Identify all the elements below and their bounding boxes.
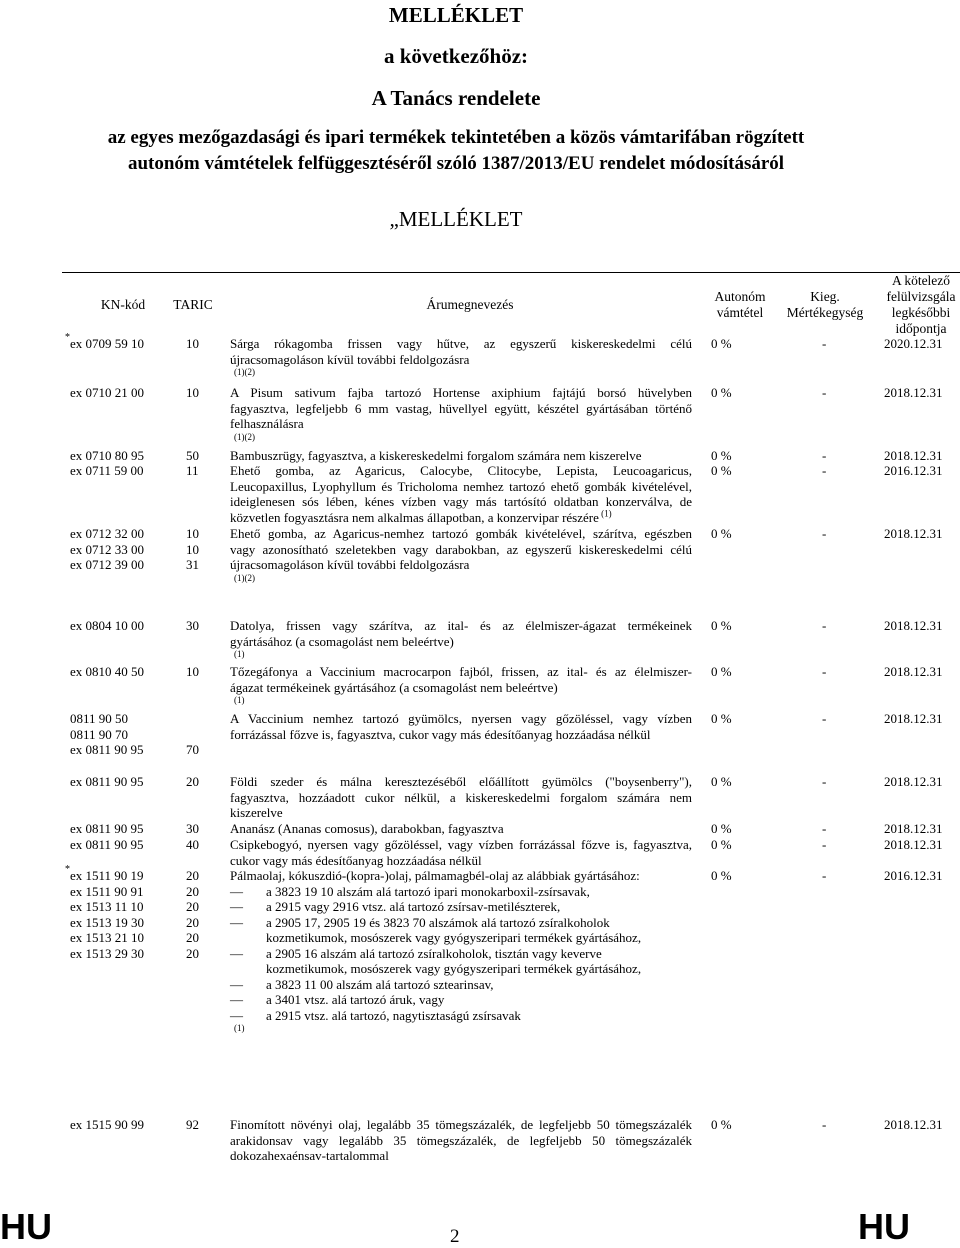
- description-cell: [230, 868, 692, 1033]
- taric-code: 20: [186, 930, 199, 945]
- document-subtitle: a következőhöz:: [383, 44, 529, 68]
- dash-item-text: a 2915 vtsz. alá tartozó, nagytisztaságú zsírsavak: [266, 1007, 521, 1023]
- dash-marker: —: [230, 945, 243, 961]
- regulation-subject-line-2: autonóm vámtételek felfüggesztéséről szóló 1387/2013/EU rendelet módosításáról: [127, 153, 785, 174]
- taric-code: 20: [186, 883, 199, 899]
- supplementary-unit: -: [822, 463, 827, 478]
- duty-rate: 0 %: [711, 821, 732, 836]
- footer-language-left: HU: [0, 1206, 52, 1247]
- col-header-date-line-3: legkésőbbi: [891, 305, 951, 320]
- dash-item-text: a 2915 vagy 2916 vtsz. alá tartozó zsírsav-metilészterek,: [266, 899, 561, 914]
- taric-code: 10: [186, 336, 199, 351]
- description-cell: [230, 774, 692, 821]
- supplementary-unit: -: [822, 618, 827, 633]
- description-line: Datolya, frissen vagy szárítva, az ital- és az élelmiszer-ágazat termékeinek: [230, 618, 692, 633]
- kn-code-cell: [70, 821, 144, 837]
- dash-list-item: [230, 915, 692, 931]
- asterisk-marker: *: [65, 332, 70, 343]
- description-line: Ananász (Ananas comosus), darabokban, fagyasztva: [230, 821, 504, 836]
- kn-code-cell: [70, 526, 144, 573]
- duty-rate: 0 %: [711, 868, 732, 883]
- taric-cell: [186, 837, 199, 853]
- col-header-rate-line-2: vámtétel: [716, 305, 764, 320]
- description-line: újracsomagoláson kívül további feldolgozásra: [230, 351, 470, 367]
- taric-cell: [186, 336, 199, 352]
- taric-code: 10: [186, 526, 199, 541]
- description-line: közvetlen fogyasztásra nem alkalmas állapotban, a konzervipar részére $^{(1)}$: [230, 508, 612, 525]
- description-cell: [230, 526, 692, 583]
- supplementary-unit: -: [822, 664, 827, 679]
- dash-marker: —: [230, 992, 243, 1007]
- supplementary-unit: -: [822, 526, 827, 541]
- col-header-rate-line-1: Autonóm: [714, 289, 766, 304]
- kn-code: ex 1513 29 30: [70, 945, 145, 961]
- review-date: 2018.12.31: [884, 837, 943, 852]
- kn-code-cell: [70, 336, 144, 352]
- taric-cell: [186, 618, 199, 634]
- kn-code-cell: [70, 448, 144, 464]
- kn-code: ex 1511 90 19: [70, 868, 144, 883]
- duty-rate: 0 %: [711, 526, 732, 541]
- taric-cell: [186, 774, 199, 790]
- taric-code: 92: [186, 1117, 199, 1132]
- description-line: fagyasztva, hozzáadott cukor nélkül, a kiskereskedelmi forgalom számára nem: [230, 789, 692, 805]
- description-line: arakidonsav vagy legalább 35 tömegszázalék, de legfeljebb 50 tömegszázalék: [230, 1132, 692, 1148]
- taric-code: 40: [186, 837, 199, 852]
- kn-code-cell: [70, 868, 144, 961]
- review-date: 2020.12.31: [884, 336, 943, 351]
- duty-rate: 0 %: [711, 711, 732, 726]
- duty-rate: 0 %: [711, 463, 732, 478]
- description-line: A Pisum sativum fajba tartozó Hortense axiphium fajtájú borsó hüvelyben: [230, 385, 692, 400]
- col-header-taric: TARIC: [173, 297, 213, 312]
- kn-code-cell: [70, 1117, 144, 1133]
- taric-cell: [186, 448, 199, 464]
- taric-code: 30: [186, 821, 199, 836]
- kn-code-cell: [70, 837, 144, 853]
- description-line: Földi szeder és málna keresztezéséből előállított gyümölcs ("boysenberry"),: [230, 774, 692, 789]
- regulation-subject-line-1: az egyes mezőgazdasági és ipari termékek tekintetében a közös vámtarifában rögzített: [107, 127, 805, 148]
- footnote-reference: (1): [598, 508, 612, 519]
- kn-code: ex 0811 90 95: [70, 837, 144, 852]
- description-line: gyártásához (a csomagolást nem beleértve): [230, 633, 454, 649]
- kn-code: ex 0710 80 95: [70, 448, 145, 463]
- col-header-unit-line-2: Mértékegység: [786, 305, 864, 320]
- taric-code: [186, 727, 199, 743]
- taric-code: 10: [186, 541, 199, 557]
- kn-code-cell: [70, 711, 144, 758]
- description-line: Tőzegáfonya a Vaccinium macrocarpon fajból, frissen, az ital- és az élelmiszer-: [230, 664, 692, 679]
- kn-code: ex 0712 39 00: [70, 557, 145, 572]
- dash-list-item: [230, 992, 692, 1008]
- description-line: kiszerelve: [230, 805, 283, 820]
- taric-code: 20: [186, 914, 199, 930]
- col-header-unit: [780, 289, 870, 321]
- supplementary-unit: -: [822, 774, 827, 789]
- taric-cell: [186, 821, 199, 837]
- description-line: Leucopaxillus, Lyophyllum és Tricholoma nemhez tartozó ehető gombák kivételével,: [230, 478, 692, 494]
- description-cell: [230, 1117, 692, 1164]
- review-date: 2018.12.31: [884, 448, 943, 463]
- taric-cell: [186, 664, 199, 680]
- review-date: 2018.12.31: [884, 774, 943, 789]
- taric-cell: [186, 463, 199, 479]
- taric-code: 20: [186, 774, 199, 789]
- description-line: A Vaccinium nemhez tartozó gyümölcs, nyersen vagy gőzöléssel, vagy vízben: [230, 711, 692, 726]
- supplementary-unit: -: [822, 837, 827, 852]
- description-cell: [230, 448, 692, 464]
- supplementary-unit: -: [822, 868, 827, 883]
- dash-marker: —: [230, 883, 243, 899]
- description-cell: [230, 821, 692, 837]
- asterisk-marker: *: [65, 864, 70, 875]
- annex-label: „MELLÉKLET: [389, 207, 523, 231]
- dash-marker: —: [230, 899, 243, 914]
- footnote-reference: (1)(2): [234, 572, 255, 583]
- footnote-reference: (1): [234, 695, 245, 705]
- description-line: forrázással főzve is, fagyasztva, cukor vagy más édesítőanyag hozzáadása nélkül: [230, 726, 651, 742]
- dash-list-item: [230, 977, 692, 993]
- supplementary-unit: -: [822, 385, 827, 400]
- duty-rate: 0 %: [711, 774, 732, 789]
- description-cell: [230, 336, 692, 377]
- taric-code: 20: [186, 899, 199, 914]
- kn-code: ex 0811 90 95: [70, 821, 144, 836]
- description-line: felhasználásra: [230, 416, 304, 431]
- description-cell: [230, 664, 692, 705]
- kn-code-cell: [70, 774, 144, 790]
- footer-language-right: HU: [858, 1206, 910, 1247]
- taric-code: 20: [186, 868, 199, 883]
- duty-rate: 0 %: [711, 1117, 732, 1132]
- supplementary-unit: -: [822, 448, 827, 463]
- taric-code: 20: [186, 945, 199, 961]
- kn-code: ex 1511 90 91: [70, 883, 144, 899]
- dash-marker: —: [230, 1007, 243, 1023]
- col-header-date: [882, 273, 960, 337]
- dash-list-item: [230, 899, 692, 915]
- dash-item-text: a 3823 11 00 alszám alá tartozó sztearinsav,: [266, 976, 494, 992]
- kn-code: ex 1513 11 10: [70, 899, 144, 914]
- dash-list-item: [230, 1008, 692, 1024]
- description-line: dokozahexaénsav-tartalommal: [230, 1148, 389, 1163]
- kn-code: ex 0712 33 00: [70, 541, 145, 557]
- kn-code: ex 0811 90 95: [70, 774, 144, 789]
- dash-item-continuation: kozmetikumok, mosószerek vagy gyógyszeripari termékek gyártásához,: [266, 961, 642, 976]
- taric-code: 10: [186, 385, 199, 400]
- col-header-date-line-2: felülvizsgála: [886, 289, 956, 304]
- duty-rate: 0 %: [711, 837, 732, 852]
- taric-code: 31: [186, 557, 199, 572]
- col-header-rate: [700, 289, 780, 321]
- taric-cell: [186, 711, 199, 758]
- taric-cell: [186, 1117, 199, 1133]
- dash-marker: —: [230, 976, 243, 992]
- dash-list-item: [230, 884, 692, 900]
- col-header-desc: Árumegnevezés: [426, 297, 514, 312]
- review-date: 2016.12.31: [884, 868, 943, 883]
- col-header-unit-line-1: Kieg.: [810, 289, 840, 304]
- review-date: 2018.12.31: [884, 1117, 943, 1132]
- taric-cell: [186, 526, 199, 573]
- kn-code: ex 0712 32 00: [70, 526, 145, 541]
- supplementary-unit: -: [822, 821, 827, 836]
- review-date: 2016.12.31: [884, 463, 943, 478]
- dash-item-text: a 3401 vtsz. alá tartozó áruk, vagy: [266, 992, 445, 1007]
- review-date: 2018.12.31: [884, 821, 943, 836]
- footnote-reference: (1)(2): [234, 431, 255, 442]
- dash-item-text: a 3823 19 10 alszám alá tartozó ipari monokarboxil-zsírsavak,: [266, 883, 590, 899]
- kn-code: ex 0709 59 10: [70, 336, 145, 351]
- kn-code-cell: [70, 618, 144, 634]
- description-cell: [230, 618, 692, 659]
- description-cell: [230, 463, 692, 525]
- col-header-date-line-4: időpontja: [895, 321, 947, 336]
- supplementary-unit: -: [822, 1117, 827, 1132]
- review-date: 2018.12.31: [884, 618, 943, 633]
- dash-list-item: [230, 946, 692, 962]
- description-cell: [230, 385, 692, 442]
- duty-rate: 0 %: [711, 664, 732, 679]
- description-line: fagyasztva, legfeljebb 6 mm vastag, hüvellyel együtt, készétel gyártásában történő: [230, 400, 692, 416]
- taric-code: 10: [186, 664, 199, 679]
- supplementary-unit: -: [822, 336, 827, 351]
- document-title: MELLÉKLET: [388, 3, 524, 27]
- description-line: Ehető gomba, az Agaricus-nemhez tartozó gombák kivételével, szárítva, egészben: [230, 526, 692, 541]
- duty-rate: 0 %: [711, 385, 732, 400]
- taric-code: 11: [186, 463, 199, 478]
- dash-item-text: a 2905 17, 2905 19 és 3823 70 alszámok alá tartozó zsíralkoholok: [266, 914, 610, 930]
- description-line: Bambuszrügy, fagyasztva, a kiskereskedelmi forgalom számára nem kiszerelve: [230, 448, 642, 463]
- description-cell: [230, 837, 692, 868]
- description-line: újracsomagoláson kívül további feldolgozásra: [230, 557, 470, 572]
- description-line: Sárga rókagomba frissen vagy hűtve, az egyszerű kiskereskedelmi célú: [230, 336, 692, 351]
- taric-cell: [186, 385, 199, 401]
- duty-rate: 0 %: [711, 336, 732, 351]
- dash-item-continuation: kozmetikumok, mosószerek vagy gyógyszeripari termékek gyártásához,: [266, 930, 642, 945]
- kn-code-cell: [70, 385, 144, 401]
- col-header-date-line-1: A kötelező: [891, 273, 951, 288]
- description-line: cukor vagy más édesítőanyag hozzáadása nélkül: [230, 852, 482, 868]
- kn-code-cell: [70, 664, 144, 680]
- description-cell: [230, 711, 692, 742]
- description-line: vagy azonosítható szeletekben vagy darabokban, az egyszerű kiskereskedelmi célú: [230, 541, 692, 557]
- kn-code: ex 1513 19 30: [70, 914, 145, 930]
- footnote-reference: (1)(2): [234, 367, 255, 377]
- table-top-rule: [62, 272, 960, 273]
- supplementary-unit: -: [822, 711, 827, 726]
- review-date: 2018.12.31: [884, 526, 943, 541]
- dash-marker: —: [230, 914, 243, 930]
- review-date: 2018.12.31: [884, 711, 943, 726]
- kn-code: ex 0710 21 00: [70, 385, 145, 400]
- taric-cell: [186, 868, 199, 961]
- taric-code: 50: [186, 448, 199, 463]
- taric-code: [186, 711, 199, 727]
- kn-code: ex 0804 10 00: [70, 618, 145, 633]
- description-line: ideiglenesen sós lében, kénes vízben vagy más tartósító oldatban konzerválva, de: [230, 494, 692, 509]
- review-date: 2018.12.31: [884, 664, 943, 679]
- dash-item-text: a 2905 16 alszám alá tartozó zsíralkoholok, tisztán vagy keverve: [266, 945, 602, 961]
- regulation-heading: A Tanács rendelete: [371, 86, 541, 110]
- taric-code: 70: [186, 742, 199, 757]
- description-line: ágazat termékeinek gyártásához (a csomagolást nem beleértve): [230, 679, 558, 695]
- taric-code: 30: [186, 618, 199, 633]
- duty-rate: 0 %: [711, 448, 732, 463]
- kn-code: ex 0810 40 50: [70, 664, 145, 679]
- description-line: Ehető gomba, az Agaricus, Calocybe, Clitocybe, Lepista, Leucoagaricus,: [230, 463, 692, 478]
- kn-code-cell: [70, 463, 144, 479]
- col-header-kn: KN-kód: [100, 297, 146, 312]
- description-line: Pálmaolaj, kókuszdió-(kopra-)olaj, pálmamagbél-olaj az alábbiak gyártásához:: [230, 868, 640, 883]
- kn-code: ex 0811 90 95: [70, 742, 144, 757]
- description-line: Finomított növényi olaj, legalább 35 tömegszázalék, de legfeljebb 50 tömegszázalék: [230, 1117, 692, 1132]
- footnote-reference: (1): [234, 1023, 245, 1033]
- kn-code: ex 0711 59 00: [70, 463, 144, 478]
- kn-code: 0811 90 70: [70, 726, 129, 742]
- kn-code: ex 1513 21 10: [70, 930, 145, 945]
- description-line: Csipkebogyó, nyersen vagy gőzöléssel, vagy vízben forrázással főzve is, fagyasztva,: [230, 837, 692, 852]
- footnote-reference: (1): [234, 649, 245, 659]
- duty-rate: 0 %: [711, 618, 732, 633]
- review-date: 2018.12.31: [884, 385, 943, 400]
- kn-code: 0811 90 50: [70, 711, 129, 726]
- kn-code: ex 1515 90 99: [70, 1117, 145, 1132]
- page-number: 2: [450, 1226, 460, 1247]
